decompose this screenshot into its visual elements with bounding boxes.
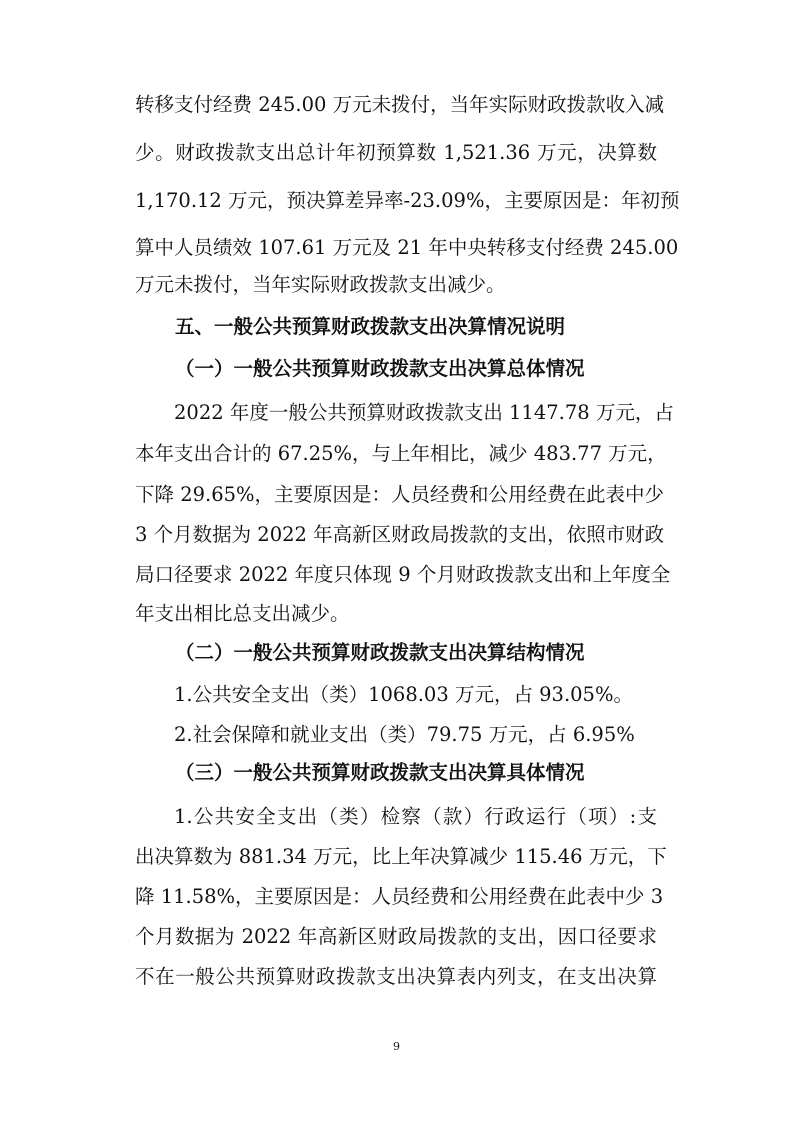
body-text-line: 算中人员绩效 107.61 万元及 21 年中央转移支付经费 245.00 — [135, 236, 679, 259]
subsection-heading: （一）一般公共预算财政拨款支出决算总体情况 — [175, 357, 585, 380]
subsection-heading: （三）一般公共预算财政拨款支出决算具体情况 — [175, 761, 585, 784]
body-text-line: 降 11.58%，主要原因是：人员经费和公用经费在此表中少 3 — [135, 885, 664, 908]
body-text-line: 出决算数为 881.34 万元，比上年决算减少 115.46 万元，下 — [135, 845, 667, 868]
body-text-line: 下降 29.65%，主要原因是：人员经费和公用经费在此表中少 — [135, 483, 665, 506]
body-text-line: 个月数据为 2022 年高新区财政局拨款的支出，因口径要求 — [135, 925, 657, 948]
page-number: 9 — [393, 1040, 400, 1053]
subsection-heading: （二）一般公共预算财政拨款支出决算结构情况 — [175, 641, 585, 664]
body-text-line: 2022 年度一般公共预算财政拨款支出 1147.78 万元，占 — [174, 401, 674, 424]
body-text-line: 年支出相比总支出减少。 — [135, 602, 350, 625]
body-text-line: 不在一般公共预算财政拨款支出决算表内列支，在支出决算 — [135, 965, 657, 988]
body-text-line: 万元未拨付，当年实际财政拨款支出减少。 — [135, 273, 506, 296]
body-text-line: 1,170.12 万元，预决算差异率-23.09%，主要原因是：年初预 — [135, 189, 680, 212]
section-heading: 五、一般公共预算财政拨款支出决算情况说明 — [175, 315, 566, 338]
body-text-line: 3 个月数据为 2022 年高新区财政局拨款的支出，依照市财政 — [135, 523, 665, 546]
list-item: 2.社会保障和就业支出（类）79.75 万元，占 6.95% — [174, 723, 635, 746]
body-text-line: 转移支付经费 245.00 万元未拨付，当年实际财政拨款收入减 — [135, 93, 665, 116]
body-text-line: 少。财政拨款支出总计年初预算数 1,521.36 万元，决算数 — [135, 141, 657, 164]
body-text-line: 1.公共安全支出（类）检察（款）行政运行（项）:支 — [174, 805, 657, 828]
body-text-line: 本年支出合计的 67.25%，与上年相比，减少 483.77 万元， — [135, 442, 667, 465]
list-item: 1.公共安全支出（类）1068.03 万元，占 93.05%。 — [174, 683, 633, 706]
body-text-line: 局口径要求 2022 年度只体现 9 个月财政拨款支出和上年度全 — [135, 563, 671, 586]
